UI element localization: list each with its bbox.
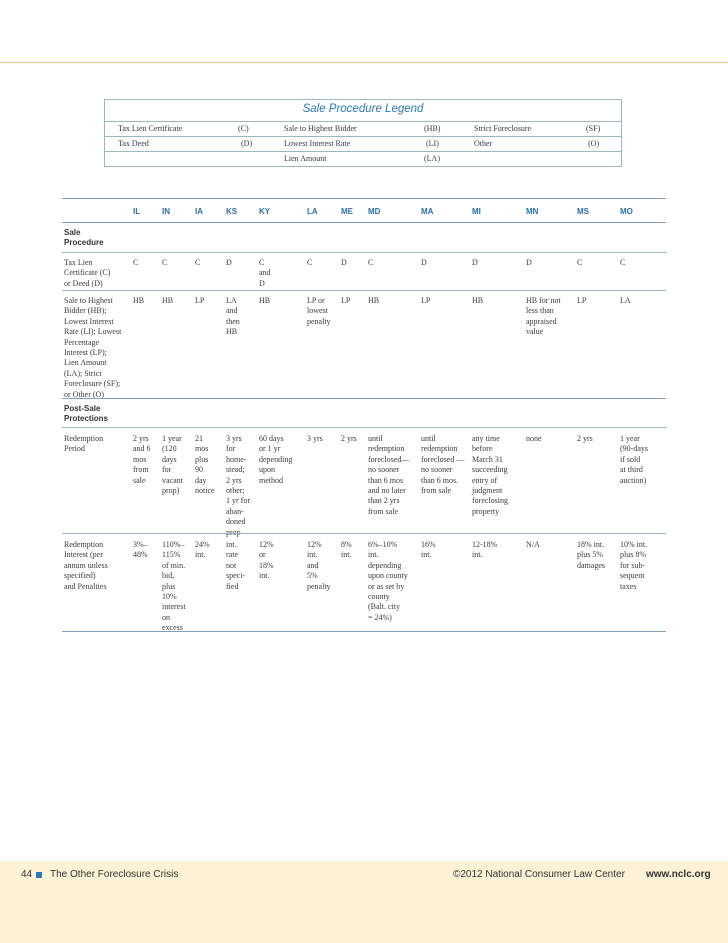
- publication-title: The Other Foreclosure Crisis: [50, 869, 179, 880]
- table-cell: D: [226, 258, 232, 267]
- top-band: [0, 0, 728, 63]
- table-cell: 1 year (90-days if sold at third auction): [620, 434, 648, 485]
- row-label: Redemption Period: [64, 434, 104, 454]
- state-header: MS: [577, 207, 589, 216]
- table-cell: LP: [421, 296, 431, 305]
- table-cell: 10% int. plus 8% for sub- sequent taxes: [620, 540, 648, 591]
- table-cell: D: [341, 258, 347, 267]
- row-rule: [62, 533, 666, 534]
- table-cell: until redemption foreclosed— no sooner than 6 mos and no later than 2 yrs from sale: [368, 434, 410, 516]
- table-cell: HB: [368, 296, 380, 305]
- table-cell: LA and then HB: [226, 296, 240, 337]
- section-heading: Post-Sale Protections: [64, 404, 109, 423]
- legend-term: Tax Lien Certificate: [118, 124, 183, 133]
- legend-row: [105, 136, 621, 151]
- table-cell: LP: [195, 296, 205, 305]
- legend-code: (HB): [424, 124, 441, 133]
- table-cell: LP or lowest penalty: [307, 296, 331, 326]
- table-cell: C: [162, 258, 168, 267]
- row-label: Tax Lien Certificate (C) or Deed (D): [64, 258, 111, 288]
- legend-code: (D): [241, 139, 253, 148]
- table-cell: LA: [620, 296, 631, 305]
- table-cell: int. rate not speci- fied: [226, 540, 246, 591]
- table-cell: any time before March 31 succeeding entry of judgment foreclosing property: [472, 434, 508, 516]
- page-footer: [0, 861, 728, 943]
- state-header: MI: [472, 207, 481, 216]
- state-header: IN: [162, 207, 170, 216]
- table-cell: HB: [472, 296, 484, 305]
- row-rule: [62, 252, 666, 253]
- page-number: 44: [21, 869, 33, 880]
- table-cell: HB: [133, 296, 145, 305]
- table-bottom-rule: [62, 631, 666, 632]
- legend-code: (O): [588, 139, 600, 148]
- table-cell: 3 yrs: [307, 434, 323, 443]
- table-cell: 110%– 115% of min. bid, plus 10% interest on excess: [162, 540, 186, 633]
- table-cell: 24% int.: [195, 540, 210, 560]
- legend-term: Strict Foreclosure: [474, 124, 532, 133]
- legend-title: Sale Procedure Legend: [302, 103, 424, 115]
- legend-code: (SF): [586, 124, 601, 133]
- square-bullet-icon: [36, 872, 42, 878]
- state-header: MD: [368, 207, 381, 216]
- legend-term: Tax Deed: [118, 139, 149, 148]
- table-cell: 60 days or 1 yr depending upon method: [259, 434, 293, 485]
- state-header: IL: [133, 207, 141, 216]
- state-header: IA: [195, 207, 203, 216]
- website-link[interactable]: www.nclc.org: [646, 869, 711, 880]
- table-cell: 3%– 48%: [133, 540, 148, 560]
- legend-code: (C): [238, 124, 249, 133]
- legend-term: Lien Amount: [284, 154, 327, 163]
- legend-row: [105, 151, 621, 166]
- table-cell: D: [526, 258, 532, 267]
- table-cell: 8% int.: [341, 540, 352, 560]
- legend-row: [105, 121, 621, 136]
- state-header: ME: [341, 207, 353, 216]
- table-cell: C: [307, 258, 313, 267]
- table-cell: 1 year (120 days for vacant prop): [162, 434, 183, 496]
- table-cell: until redemption foreclosed — no sooner than 6 mos. from sale: [421, 434, 465, 496]
- state-header: KS: [226, 207, 238, 216]
- table-cell: 12-18% int.: [472, 540, 498, 560]
- row-rule: [62, 398, 666, 399]
- section-heading: Sale Procedure: [64, 228, 104, 247]
- table-cell: C: [195, 258, 201, 267]
- table-cell: N/A: [526, 540, 540, 549]
- table-cell: HB for not less than appraised value: [526, 296, 561, 337]
- row-label: Sale to Highest Bidder (HB); Lowest Interest Rate (LI); Lowest Percentage Interest (LP); Lien Amount (LA); Strict Foreclosure (SF); or Other (O): [64, 296, 122, 399]
- state-header: LA: [307, 207, 318, 216]
- row-rule: [62, 427, 666, 428]
- sale-procedure-legend: [104, 99, 622, 167]
- table-cell: HB: [162, 296, 174, 305]
- table-cell: 21 mos plus 90 day notice: [195, 434, 215, 496]
- table-cell: HB: [259, 296, 271, 305]
- table-cell: 12% int. and 5% penalty: [307, 540, 331, 591]
- row-rule: [62, 290, 666, 291]
- table-cell: D: [472, 258, 478, 267]
- legend-code: (LA): [424, 154, 440, 163]
- legend-term: Lowest Interest Rate: [284, 139, 351, 148]
- legend-term: Other: [474, 139, 493, 148]
- table-cell: C: [368, 258, 374, 267]
- state-header: MO: [620, 207, 633, 216]
- table-cell: LP: [577, 296, 587, 305]
- table-cell: C: [577, 258, 583, 267]
- table-cell: 3 yrs for home- stead; 2 yrs other; 1 yr for aban- doned prop: [226, 434, 250, 537]
- state-header: KY: [259, 207, 271, 216]
- table-cell: 2 yrs: [341, 434, 357, 443]
- table-cell: none: [526, 434, 542, 443]
- legend-code: (LI): [426, 139, 439, 148]
- table-cell: C: [133, 258, 139, 267]
- table-cell: D: [421, 258, 427, 267]
- table-cell: 18% int. plus 5% damages: [577, 540, 605, 570]
- legend-term: Sale to Highest Bidder: [284, 124, 357, 133]
- copyright: ©2012 National Consumer Law Center: [453, 869, 625, 880]
- table-cell: 16% int.: [421, 540, 436, 560]
- row-label: Redemption Interest (per annum unless specified) and Penalties: [64, 540, 108, 591]
- state-header: MN: [526, 207, 539, 216]
- table-cell: 2 yrs: [577, 434, 593, 443]
- header-rule: [62, 222, 666, 223]
- table-cell: C and D: [259, 258, 271, 288]
- table-cell: LP: [341, 296, 351, 305]
- state-header: MA: [421, 207, 434, 216]
- table-top-rule: [62, 198, 666, 199]
- table-cell: 12% or 18% int.: [259, 540, 274, 581]
- table-cell: 6%–10% int. depending upon county or as set by county (Balt. city = 24%): [368, 540, 408, 622]
- table-cell: C: [620, 258, 626, 267]
- table-cell: 2 yrs and 6 mos from sale: [133, 434, 151, 485]
